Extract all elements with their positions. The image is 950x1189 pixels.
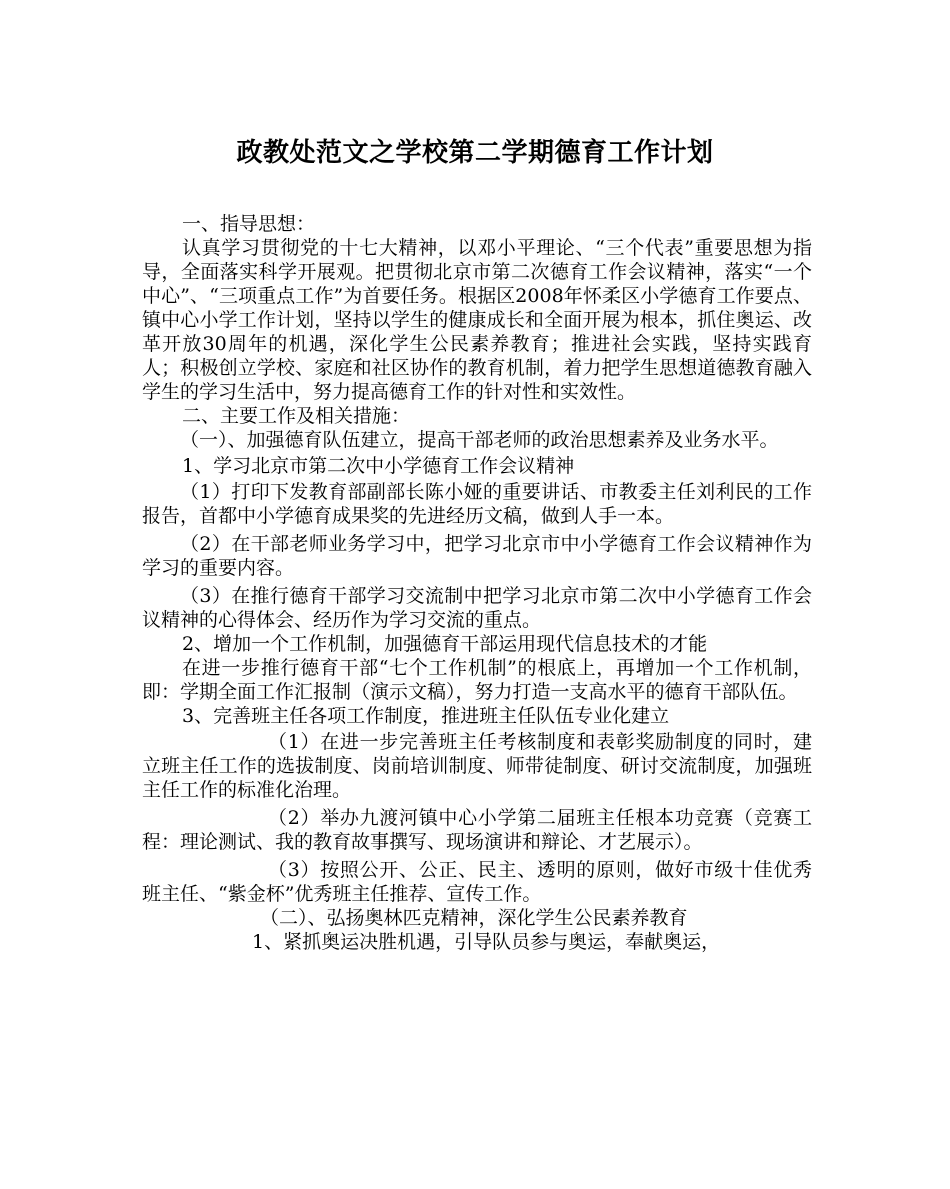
item-2-paragraph: 在进一步推行德育干部“七个工作机制”的根底上，再增加一个工作机制，即：学期全面工作汇报制（演示文稿），努力打造一支高水平的德育干部队伍。	[142, 657, 812, 703]
sub-item-3-3: （3）按照公开、公正、民主、透明的原则，做好市级十佳优秀班主任、“紫金杯”优秀班主任推荐、宣传工作。	[142, 859, 812, 905]
sub-item-1-3: （3）在推行德育干部学习交流制中把学习北京市第二次中小学德育工作会议精神的心得体会、经历作为学习交流的重点。	[142, 585, 812, 631]
item-heading-3: 3、完善班主任各项工作制度，推进班主任队伍专业化建立	[182, 705, 670, 727]
section-heading-guiding-ideology: 一、指导思想：	[182, 213, 316, 235]
item-heading-2: 2、增加一个工作机制，加强德育干部运用现代信息技术的才能	[182, 633, 708, 655]
sub-item-3-2: （2）举办九渡河镇中心小学第二届班主任根本功竞赛（竞赛工程：理论测试、我的教育故事撰写、现场演讲和辩论、才艺展示）。	[142, 807, 812, 853]
sub-item-1-1: （1）打印下发教育部副部长陈小娅的重要讲话、市教委主任刘利民的工作报告，首都中小学德育成果奖的先进经历文稿，做到人手一本。	[142, 481, 812, 527]
document-body	[142, 212, 812, 954]
item-heading-1: 1、学习北京市第二次中小学德育工作会议精神	[182, 455, 575, 477]
sub-item-3-1: （1）在进一步完善班主任考核制度和表彰奖励制度的同时，建立班主任工作的选拔制度、岗前培训制度、师带徒制度、研讨交流制度，加强班主任工作的标准化治理。	[142, 731, 812, 801]
section-heading-main-work: 二、主要工作及相关措施：	[182, 405, 411, 427]
item-heading-olympic-1: 1、紧抓奥运决胜机遇，引导队员参与奥运，奉献奥运，	[252, 931, 721, 953]
document-title: 政教处范文之学校第二学期德育工作计划	[236, 138, 714, 168]
subsection-heading-1: （一）、加强德育队伍建立，提高干部老师的政治思想素养及业务水平。	[180, 429, 779, 451]
paragraph-guiding-ideology: 认真学习贯彻党的十七大精神，以邓小平理论、“三个代表”重要思想为指导，全面落实科学开展观。把贯彻北京市第二次德育工作会议精神，落实“一个中心”、“三项重点工作”为首要任务。根据区2008年怀柔区小学德育工作要点、镇中心小学工作计划，坚持以学生的健康成长和全面开展为根本，抓住奥运、改革开放30周年的机遇，深化学生公民素养教育；推进社会实践，坚持实践育人；积极创立学校、家庭和社区协作的教育机制，着力把学生思想道德教育融入学生的学习生活中，努力提高德育工作的针对性和实效性。	[142, 237, 812, 403]
subsection-heading-2: （二）、弘扬奥林匹克精神，深化学生公民素养教育	[260, 907, 688, 929]
sub-item-1-2: （2）在干部老师业务学习中，把学习北京市中小学德育工作会议精神作为学习的重要内容。	[142, 533, 812, 579]
